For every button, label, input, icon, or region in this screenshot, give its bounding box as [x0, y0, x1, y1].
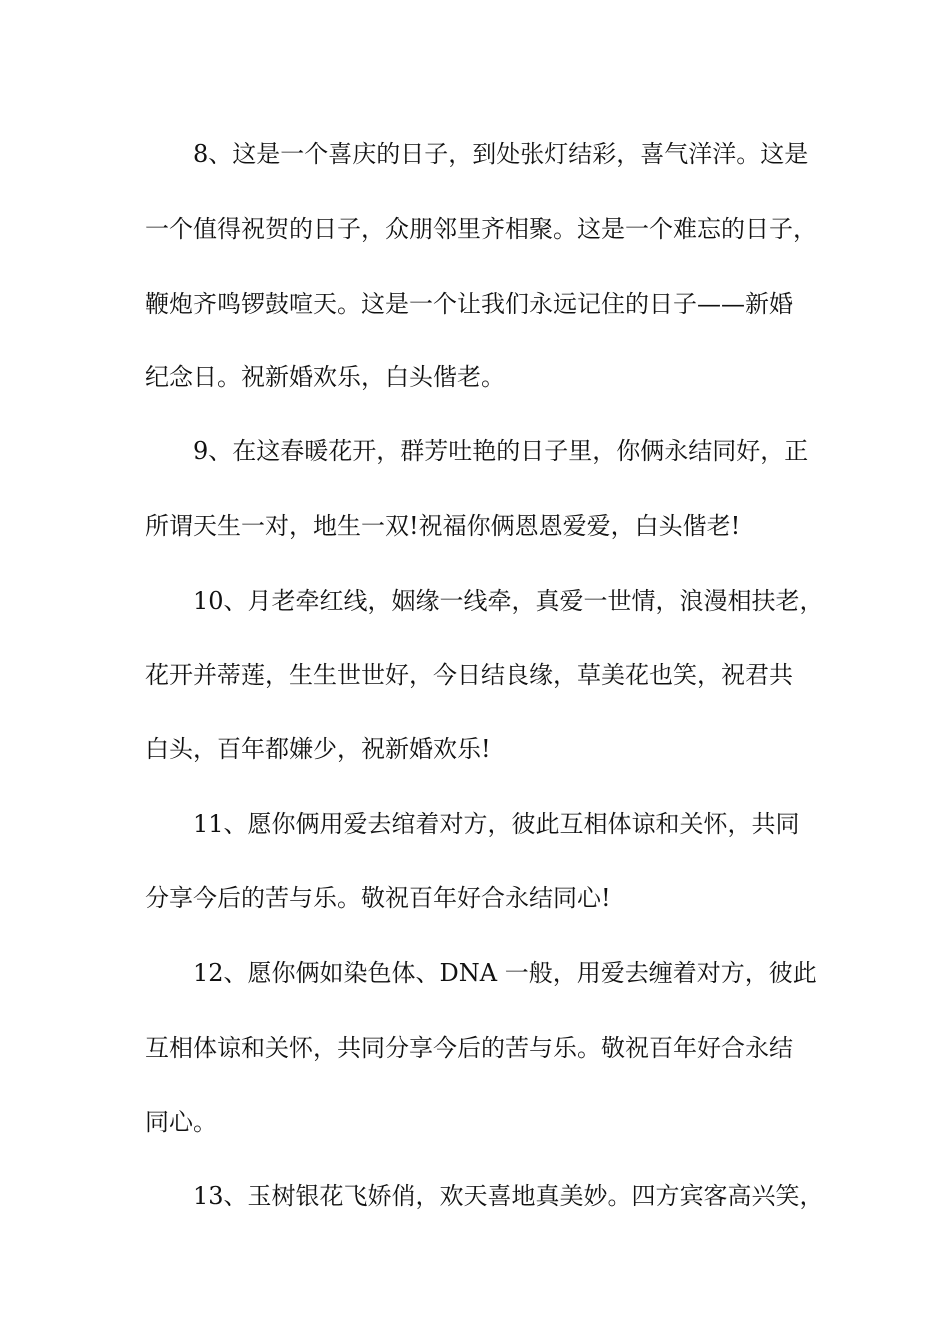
paragraph-8-line-4: 纪念日。祝新婚欢乐，白头偕老。	[145, 363, 505, 391]
paragraph-10-line-2: 花开并蒂莲，生生世世好，今日结良缘，草美花也笑，祝君共	[145, 661, 793, 689]
paragraph-12-line-2: 互相体谅和关怀，共同分享今后的苦与乐。敬祝百年好合永结	[145, 1034, 793, 1062]
paragraph-8-line-2: 一个值得祝贺的日子，众朋邻里齐相聚。这是一个难忘的日子，	[145, 215, 817, 243]
paragraph-12-line-3: 同心。	[145, 1108, 217, 1136]
paragraph-9-line-1: 9、在这春暖花开，群芳吐艳的日子里，你俩永结同好，正	[193, 437, 809, 465]
paragraph-12-line-1: 12、愿你俩如染色体、DNA 一般，用爱去缠着对方，彼此	[193, 959, 817, 987]
paragraph-8-line-1: 8、这是一个喜庆的日子，到处张灯结彩，喜气洋洋。这是	[193, 140, 809, 168]
paragraph-10-line-1: 10、月老牵红线，姻缘一线牵，真爱一世情，浪漫相扶老，	[193, 587, 824, 615]
paragraph-9-line-2: 所谓天生一对，地生一双!祝福你俩恩恩爱爱，白头偕老!	[145, 512, 741, 540]
paragraph-11-line-2: 分享今后的苦与乐。敬祝百年好合永结同心!	[145, 884, 611, 912]
paragraph-10-line-3: 白头，百年都嫌少，祝新婚欢乐!	[145, 735, 491, 763]
paragraph-11-line-1: 11、愿你俩用爱去绾着对方，彼此互相体谅和关怀，共同	[193, 810, 800, 838]
paragraph-8-line-3: 鞭炮齐鸣锣鼓喧天。这是一个让我们永远记住的日子——新婚	[145, 290, 793, 318]
paragraph-13-line-1: 13、玉树银花飞娇俏，欢天喜地真美妙。四方宾客高兴笑，	[193, 1182, 824, 1210]
